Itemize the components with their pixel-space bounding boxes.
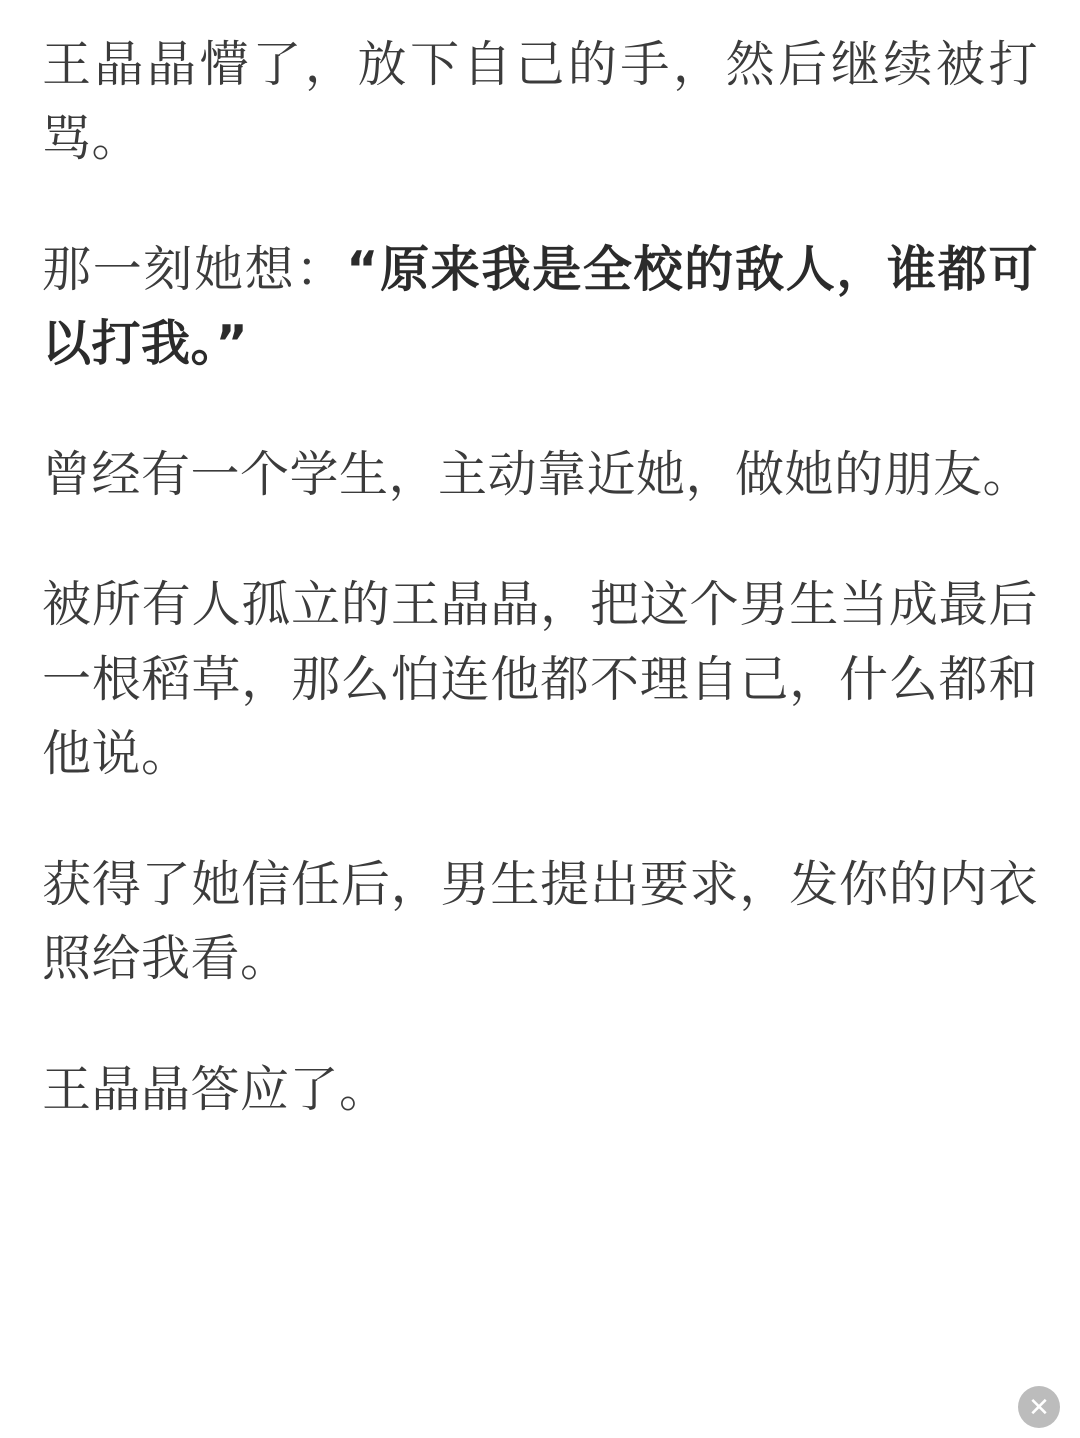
paragraph-2-quote: “原来我是全校的敌人，谁都可以打我。” bbox=[42, 240, 1038, 373]
paragraph-5: 获得了她信任后，男生提出要求，发你的内衣照给我看。 bbox=[42, 855, 1038, 988]
paragraph-6: 王晶晶答应了。 bbox=[42, 1060, 389, 1118]
paragraph-3: 曾经有一个学生，主动靠近她，做她的朋友。 bbox=[42, 445, 1033, 503]
close-icon[interactable]: ✕ bbox=[1018, 1386, 1060, 1428]
paragraph-2 bbox=[42, 233, 1038, 382]
paragraph-2-lead: 那一刻她想： bbox=[42, 240, 347, 298]
paragraph-4: 被所有人孤立的王晶晶，把这个男生当成最后一根稻草，那么怕连他都不理自己，什么都和他说。 bbox=[42, 576, 1038, 783]
paragraph-1: 王晶晶懵了，放下自己的手，然后继续被打骂。 bbox=[42, 36, 1038, 168]
